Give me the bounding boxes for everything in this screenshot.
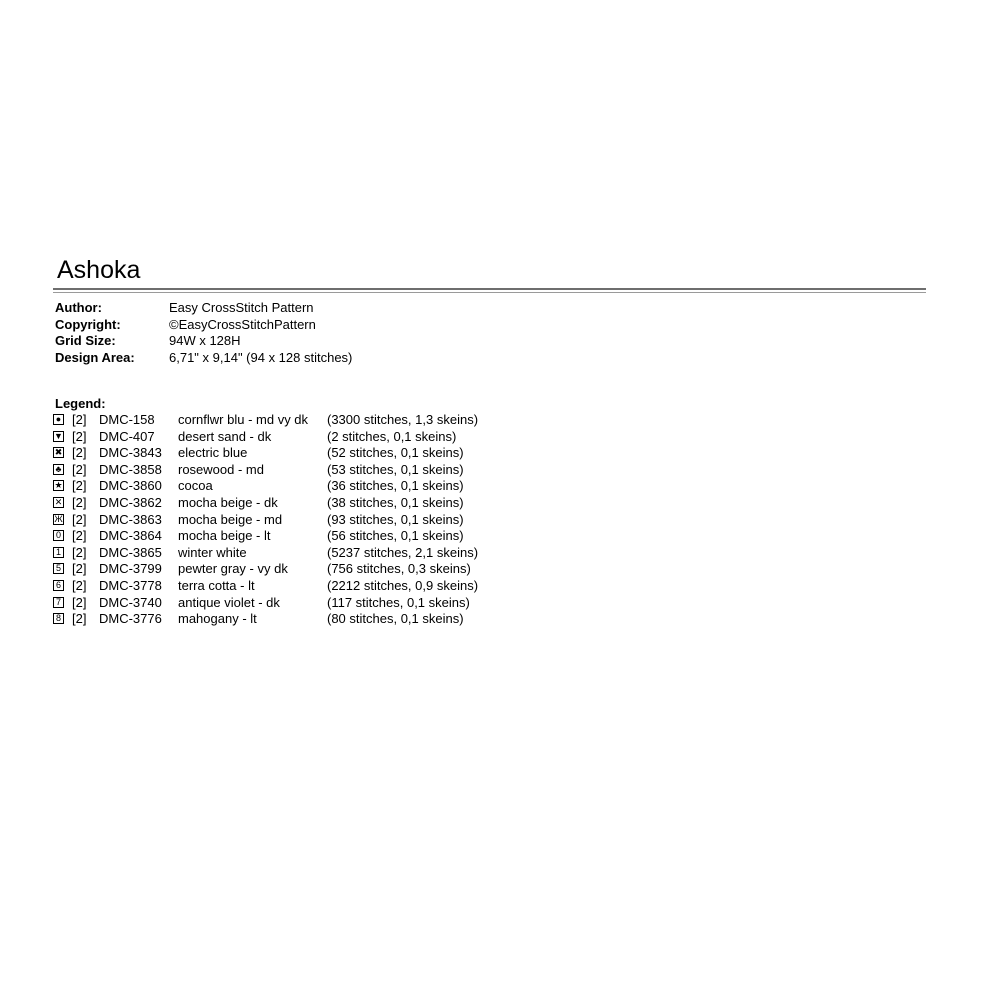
floss-code: DMC-3865 bbox=[99, 544, 162, 560]
symbol-icon: 8 bbox=[53, 613, 64, 624]
strand-count: [2] bbox=[72, 461, 87, 477]
strand-count: [2] bbox=[72, 577, 87, 593]
floss-name: pewter gray - vy dk bbox=[178, 561, 288, 577]
floss-code: DMC-3864 bbox=[99, 528, 162, 544]
floss-name: mocha beige - md bbox=[178, 511, 283, 527]
floss-usage: (36 stitches, 0,1 skeins) bbox=[327, 478, 464, 494]
symbol-icon: ▼ bbox=[54, 430, 63, 441]
floss-usage: (2 stitches, 0,1 skeins) bbox=[327, 428, 457, 444]
floss-name: desert sand - dk bbox=[178, 428, 272, 444]
info-label: Design Area: bbox=[55, 349, 135, 365]
info-row-author bbox=[55, 300, 352, 317]
strand-count: [2] bbox=[72, 528, 87, 544]
floss-usage: (52 stitches, 0,1 skeins) bbox=[327, 445, 464, 461]
floss-name: mahogany - lt bbox=[178, 611, 257, 627]
title-divider bbox=[53, 288, 926, 290]
info-row-copyright bbox=[55, 317, 352, 334]
legend-row bbox=[53, 512, 533, 529]
floss-usage: (38 stitches, 0,1 skeins) bbox=[327, 494, 464, 510]
strand-count: [2] bbox=[72, 428, 87, 444]
symbol-icon: 0 bbox=[53, 530, 64, 541]
strand-count: [2] bbox=[72, 561, 87, 577]
floss-code: DMC-3858 bbox=[99, 461, 162, 477]
strand-count: [2] bbox=[72, 478, 87, 494]
legend-list bbox=[53, 412, 533, 628]
floss-code: DMC-3862 bbox=[99, 494, 162, 510]
info-value: 94W x 128H bbox=[169, 333, 241, 348]
symbol-icon: ● bbox=[53, 414, 64, 425]
floss-usage: (56 stitches, 0,1 skeins) bbox=[327, 528, 464, 544]
info-row-design-area bbox=[55, 350, 352, 367]
floss-usage: (117 stitches, 0,1 skeins) bbox=[327, 594, 470, 610]
floss-name: electric blue bbox=[178, 445, 248, 461]
legend-row bbox=[53, 578, 533, 595]
strand-count: [2] bbox=[72, 445, 87, 461]
info-label: Grid Size: bbox=[55, 333, 116, 348]
legend-row bbox=[53, 478, 533, 495]
strand-count: [2] bbox=[72, 412, 87, 427]
floss-usage: (756 stitches, 0,3 skeins) bbox=[327, 561, 471, 577]
strand-count: [2] bbox=[72, 611, 87, 627]
floss-code: DMC-3799 bbox=[99, 561, 162, 577]
symbol-icon: ♣ bbox=[53, 464, 64, 475]
legend-row bbox=[53, 429, 533, 446]
strand-count: [2] bbox=[72, 494, 87, 510]
floss-usage: (3300 stitches, 1,3 skeins) bbox=[327, 412, 479, 427]
symbol-icon: 6 bbox=[53, 580, 64, 591]
floss-code: DMC-3776 bbox=[99, 611, 162, 627]
legend-heading: Legend: bbox=[55, 396, 106, 411]
floss-usage: (5237 stitches, 2,1 skeins) bbox=[327, 544, 479, 560]
symbol-icon: 1 bbox=[53, 547, 64, 558]
floss-usage: (93 stitches, 0,1 skeins) bbox=[327, 511, 464, 527]
floss-code: DMC-3860 bbox=[99, 478, 162, 494]
floss-code: DMC-3843 bbox=[99, 445, 162, 461]
legend-row bbox=[53, 495, 533, 512]
floss-usage: (80 stitches, 0,1 skeins) bbox=[327, 611, 464, 627]
floss-name: mocha beige - dk bbox=[178, 494, 278, 510]
floss-code: DMC-3778 bbox=[99, 577, 162, 593]
floss-name: mocha beige - lt bbox=[178, 528, 271, 544]
legend-row bbox=[53, 445, 533, 462]
legend-row bbox=[53, 462, 533, 479]
floss-code: DMC-407 bbox=[99, 428, 155, 444]
pattern-title: Ashoka bbox=[57, 256, 141, 284]
strand-count: [2] bbox=[72, 544, 87, 560]
symbol-icon: ✕ bbox=[54, 496, 63, 507]
symbol-icon: 5 bbox=[53, 563, 64, 574]
info-row-grid-size bbox=[55, 333, 352, 350]
floss-name: cornflwr blu - md vy dk bbox=[178, 412, 309, 427]
legend-row bbox=[53, 561, 533, 578]
info-value: Easy CrossStitch Pattern bbox=[169, 300, 314, 315]
legend-row bbox=[53, 528, 533, 545]
floss-name: terra cotta - lt bbox=[178, 577, 255, 593]
pattern-info bbox=[55, 300, 352, 366]
symbol-icon: ★ bbox=[54, 480, 63, 491]
legend-row bbox=[53, 611, 533, 628]
symbol-icon: ✖ bbox=[54, 447, 63, 458]
legend-row bbox=[53, 412, 533, 429]
floss-usage: (53 stitches, 0,1 skeins) bbox=[327, 461, 464, 477]
floss-usage: (2212 stitches, 0,9 skeins) bbox=[327, 577, 479, 593]
info-label: Author: bbox=[55, 300, 102, 315]
symbol-icon: 7 bbox=[53, 597, 64, 608]
title-divider-thin bbox=[53, 292, 926, 293]
floss-code: DMC-3863 bbox=[99, 511, 162, 527]
floss-name: winter white bbox=[178, 544, 247, 560]
strand-count: [2] bbox=[72, 511, 87, 527]
info-value: 6,71" x 9,14" (94 x 128 stitches) bbox=[169, 349, 353, 365]
symbol-icon: Ж bbox=[54, 513, 63, 524]
floss-code: DMC-158 bbox=[99, 412, 155, 427]
legend-row bbox=[53, 545, 533, 562]
info-label: Copyright: bbox=[55, 316, 121, 332]
floss-name: antique violet - dk bbox=[178, 594, 280, 610]
legend-row bbox=[53, 595, 533, 612]
floss-code: DMC-3740 bbox=[99, 594, 162, 610]
floss-name: rosewood - md bbox=[178, 461, 264, 477]
info-value: ©EasyCrossStitchPattern bbox=[169, 316, 316, 332]
floss-name: cocoa bbox=[178, 478, 213, 494]
strand-count: [2] bbox=[72, 594, 87, 610]
